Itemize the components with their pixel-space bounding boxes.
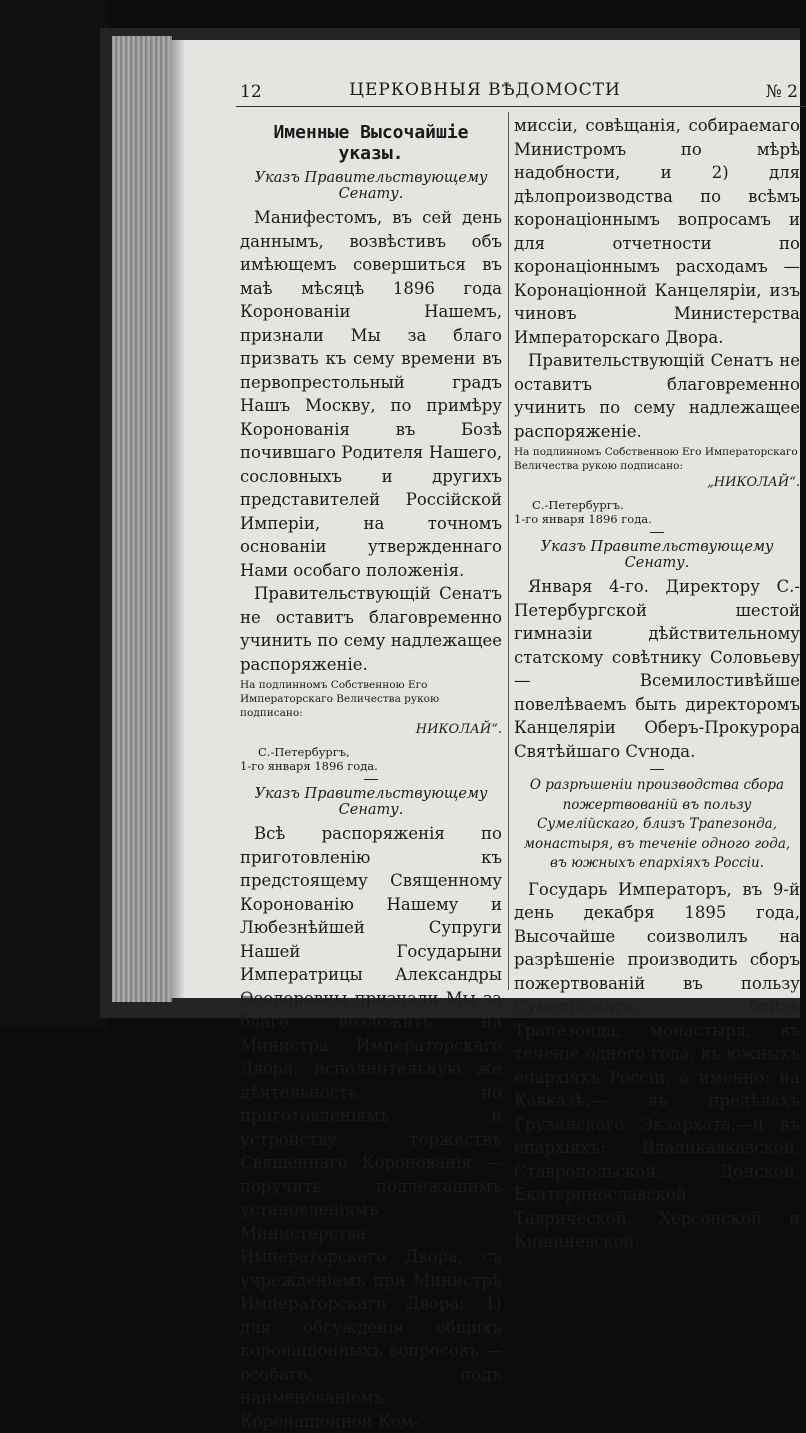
decree-address: Указъ Правительствующему Сенату. bbox=[254, 786, 488, 818]
decree-place: С.-Петербургъ, bbox=[258, 745, 350, 759]
page-stack-edge bbox=[112, 36, 172, 1002]
journal-title: ЦЕРКОВНЫЯ ВѢДОМОСТИ bbox=[349, 80, 621, 100]
section-heading: Именные Высочайшіе указы. bbox=[273, 122, 469, 164]
right-column bbox=[514, 114, 800, 1254]
signature-note: На подлинномъ Собственною Его Императорскаго Величества рукою подписано: bbox=[240, 679, 440, 719]
decree-paragraph: Манифестомъ, въ сей день даннымъ, возвѣстивъ объ имѣющемъ совершиться въ маѣ мѣсяцѣ 1896 года Коронованіи Нашемъ, признали Мы за благо призвать къ сему времени въ первопрестольный градъ Нашъ Москву, по примѣру Коронованія въ Бозѣ почившаго Родителя Нашего, сословныхъ и другихъ представителей Россійской Имперіи, на точномъ основаніи утвержденнаго Нами особаго положенія. bbox=[240, 208, 502, 580]
column-divider bbox=[508, 112, 509, 990]
separator-dash bbox=[650, 769, 664, 770]
decree-place: С.-Петербургъ. bbox=[532, 498, 624, 512]
section-paragraph: Государь Императоръ, въ 9-й день декабря 1895 года, Высочайше соизволилъ на разрѣшеніе производить сборъ пожертвованій въ пользу Сумелійскаго, близъ Трапезонда, монастыря, въ теченіе одного года, въ южныхъ епархіяхъ Россіи, а именно: на Кавказѣ,— въ предѣлахъ Грузинскаго Экзархата,—и въ епархіяхъ: Владикавказской, Ставропольской, Донской, Екатеринославской, Таврической, Херсонской и Кишиневской. bbox=[514, 879, 800, 1251]
decree-paragraph: миссіи, совѣщанія, собираемаго Министромъ по мѣрѣ надобности, и 2) для дѣлопроизводства по всѣмъ коронаціоннымъ вопросамъ и для отчетности по коронаціоннымъ расходамъ — Коронаціонной Канцеляріи, изъ чиновъ Министерства Императорскаго Двора. bbox=[514, 116, 800, 347]
journal-page bbox=[170, 40, 800, 1431]
decree-date: 1-го января 1896 года. bbox=[240, 759, 378, 773]
decree-address: Указъ Правительствующему Сенату. bbox=[540, 539, 774, 571]
separator-dash bbox=[364, 779, 378, 780]
signature-note: На подлинномъ Собственною Его Императорскаго Величества рукою подписано: bbox=[514, 446, 798, 472]
decree-address: Указъ Правительствующему Сенату. bbox=[254, 170, 488, 202]
issue-number: № 2 bbox=[765, 82, 798, 102]
decree-paragraph: Всѣ распоряженія по приготовленію къ предстоящему Священному Коронованію Нашему и Любезнѣйшей Супруги Нашей Государыни Императрицы Александры Ѳеодоровны признали Мы за благо возложить на Министра Императорскаго Двора, исполнительную же дѣятельность по приготовленіямъ и устройству торжествъ Священнаго Коронованія — поручить подлежащимъ установленіямъ Министерства Императорскаго Двора, съ учрежденіемъ при Министрѣ Императорскаго Двора: 1) для обсужденія общихъ коронаціонныхъ вопросовъ — особаго, подъ наименованіемъ Коронаціонной Ком- bbox=[240, 824, 502, 1431]
page-gutter-shadow bbox=[170, 40, 184, 998]
separator-dash bbox=[650, 532, 664, 533]
decree-date: 1-го января 1896 года. bbox=[514, 512, 652, 526]
section-title: О разрѣшеніи производства сбора пожертвованій въ пользу Сумелійскаго, близъ Трапезонда, монастыря, въ теченіе одного года, въ южныхъ епархіяхъ Россіи. bbox=[523, 777, 791, 871]
signature: НИКОЛАЙ“. bbox=[415, 722, 502, 737]
left-column bbox=[240, 114, 502, 1433]
signature: „НИКОЛАЙ“. bbox=[707, 475, 800, 490]
header-rule bbox=[236, 106, 806, 107]
decree-paragraph: Правительствующій Сенатъ не оставитъ благовременно учинить по сему надлежащее распоряженіе. bbox=[240, 584, 502, 674]
page-number: 12 bbox=[240, 82, 262, 102]
decree-paragraph: Правительствующій Сенатъ не оставитъ благовременно учинить по сему надлежащее распоряженіе. bbox=[514, 351, 800, 441]
scan-background bbox=[0, 0, 108, 1028]
decree-paragraph: Января 4-го. Директору С.-Петербургской шестой гимназіи дѣйствительному статскому совѣтнику Соловьеву — Всемилостивѣйше повелѣваемъ быть директоромъ Канцеляріи Оберъ-Прокурора Святѣйшаго Сѵнода. bbox=[514, 577, 800, 761]
